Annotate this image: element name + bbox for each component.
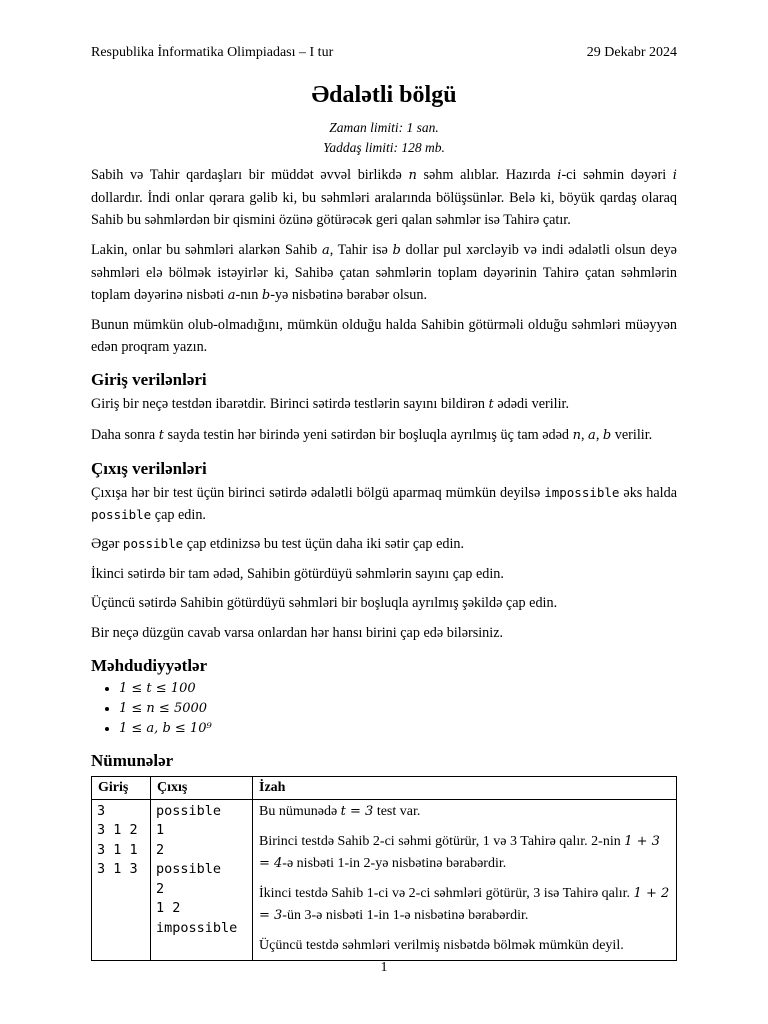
output-heading: Çıxış verilənləri xyxy=(91,458,207,478)
math-i: i xyxy=(557,168,562,183)
output-paragraph-2: Əgər possible çap etdinizsə bu test üçün daha iki sətir çap edin. xyxy=(91,536,465,552)
math-t: t xyxy=(488,397,494,412)
math-b: b xyxy=(392,242,401,258)
code-impossible: impossible xyxy=(544,484,620,500)
input-paragraph-1: Giriş bir neçə testdən ibarətdir. Birinci sətirdə testlərin sayını bildirən t ədədi verilir. xyxy=(91,396,570,412)
note-paragraph-1: Bu nümunədə t = 3 test var. xyxy=(259,803,421,819)
header-olympiad: Respublika İnformatika Olimpiadası – I tur xyxy=(91,45,334,60)
output-paragraph-4: Üçüncü sətirdə Sahibin götürdüyü səhmləri bir boşluqla ayrılmış şəkildə çap edin. xyxy=(91,595,558,611)
constraints-list xyxy=(91,679,677,739)
math-b: b xyxy=(261,287,271,303)
statement-paragraph-1: Sabih və Tahir qardaşları bir müddət əvvəl birlikdə n səhm alıblar. Hazırda i-ci səhmin dəyəri i dollardır. İndi onlar qərara gəlib ki, bu səhmləri aralarında bölüşsünlər. Belə ki, böyük qardaş olaraq Sahib bu səhmlərdən bir qismini özünə götürəcək geri qalan səhmlər isə Tahirə çatır. xyxy=(91,167,677,228)
note-paragraph-3: İkinci testdə Sahib 1-ci və 2-ci səhmləri götürür, 3 isə Tahirə qalır. 1 + 2 = 3-ün 3-ə nisbəti 1-in 1-ə nisbətinə bərabərdir. xyxy=(259,885,670,923)
memory-limit: Yaddaş limiti: 128 mb. xyxy=(323,140,445,155)
table-row xyxy=(92,799,677,960)
page-number: 1 xyxy=(380,960,388,975)
table-header-row xyxy=(92,776,677,799)
math-t: t xyxy=(158,427,164,443)
code-possible: possible xyxy=(122,536,184,551)
constraints-heading: Məhdudiyyətlər xyxy=(91,655,208,675)
math-expression: t = 3 xyxy=(340,803,374,819)
page-header xyxy=(91,45,677,61)
note-paragraph-4: Üçüncü testdə səhmləri verilmiş nisbətdə bölmək mümkün deyil. xyxy=(259,937,624,953)
time-limit: Zaman limiti: 1 san. xyxy=(329,120,439,135)
math-expression: 1 + 3 = 4 xyxy=(259,833,660,871)
header-date: 29 Dekabr 2024 xyxy=(586,45,677,60)
math-expression: 1 + 2 = 3 xyxy=(259,885,670,923)
statement-paragraph-3: Bunun mümkün olub-olmadığını, mümkün olduğu halda Sahibin götürməli olduğu səhmləri müəyyən edən proqram yazın. xyxy=(91,317,677,355)
code-possible: possible xyxy=(91,506,152,522)
math-n: n xyxy=(572,427,581,443)
main-content xyxy=(91,80,677,961)
constraint-item: • 1 ≤ t ≤ 100 xyxy=(119,679,677,699)
math-a: a xyxy=(227,287,236,303)
input-heading: Giriş verilənləri xyxy=(91,370,207,389)
example-input: 3 3 1 2 3 1 1 3 1 3 xyxy=(92,799,151,960)
column-header-note: İzah xyxy=(253,776,677,799)
constraint-item: • 1 ≤ a, b ≤ 10⁹ xyxy=(119,719,677,739)
example-output: possible 1 2 possible 2 1 2 impossible xyxy=(151,799,253,960)
output-paragraph-5: Bir neçə düzgün cavab varsa onlardan hər hansı birini çap edə bilərsiniz. xyxy=(91,624,504,641)
examples-table xyxy=(91,776,677,961)
column-header-input: Giriş xyxy=(92,776,151,799)
math-n: n xyxy=(408,168,417,183)
math-a: a xyxy=(588,427,596,443)
input-paragraph-2: Daha sonra t sayda testin hər birində yeni sətirdən bir boşluqla ayrılmış üç tam ədəd n, a, b verilir. xyxy=(91,426,653,443)
statement-paragraph-2: Lakin, onlar bu səhmləri alarkən Sahib a, Tahir isə b dollar pul xərcləyib və indi ədalətli olsun deyə səhmləri elə bölmək istəyirlər ki, Sahibə çatan səhmlərin toplam dəyərinin Tahirə çatan səhmlərin toplam dəyərinə nisbəti a-nın b-yə nisbətinə bərabər olsun. xyxy=(91,241,677,303)
note-paragraph-2: Birinci testdə Sahib 2-ci səhmi götürür, 1 və 3 Tahirə qalır. 2-nin 1 + 3 = 4-ə nisbəti 1-in 2-yə nisbətinə bərabərdir. xyxy=(259,833,660,871)
output-paragraph-3: İkinci sətirdə bir tam ədəd, Sahibin götürdüyü səhmlərin sayını çap edin. xyxy=(91,565,504,582)
math-a: a xyxy=(321,242,330,258)
column-header-output: Çıxış xyxy=(151,776,253,799)
problem-title: Ədalətli bölgü xyxy=(311,82,457,108)
math-b: b xyxy=(602,427,612,443)
examples-heading: Nümunələr xyxy=(91,750,174,770)
example-note xyxy=(253,799,677,960)
math-i: i xyxy=(672,168,677,183)
constraint-item: • 1 ≤ n ≤ 5000 xyxy=(119,699,677,719)
output-paragraph-1: Çıxışa hər bir test üçün birinci sətirdə ədalətli bölgü aparmaq mümkün deyilsə impossible əks halda possible çap edin. xyxy=(91,484,678,523)
